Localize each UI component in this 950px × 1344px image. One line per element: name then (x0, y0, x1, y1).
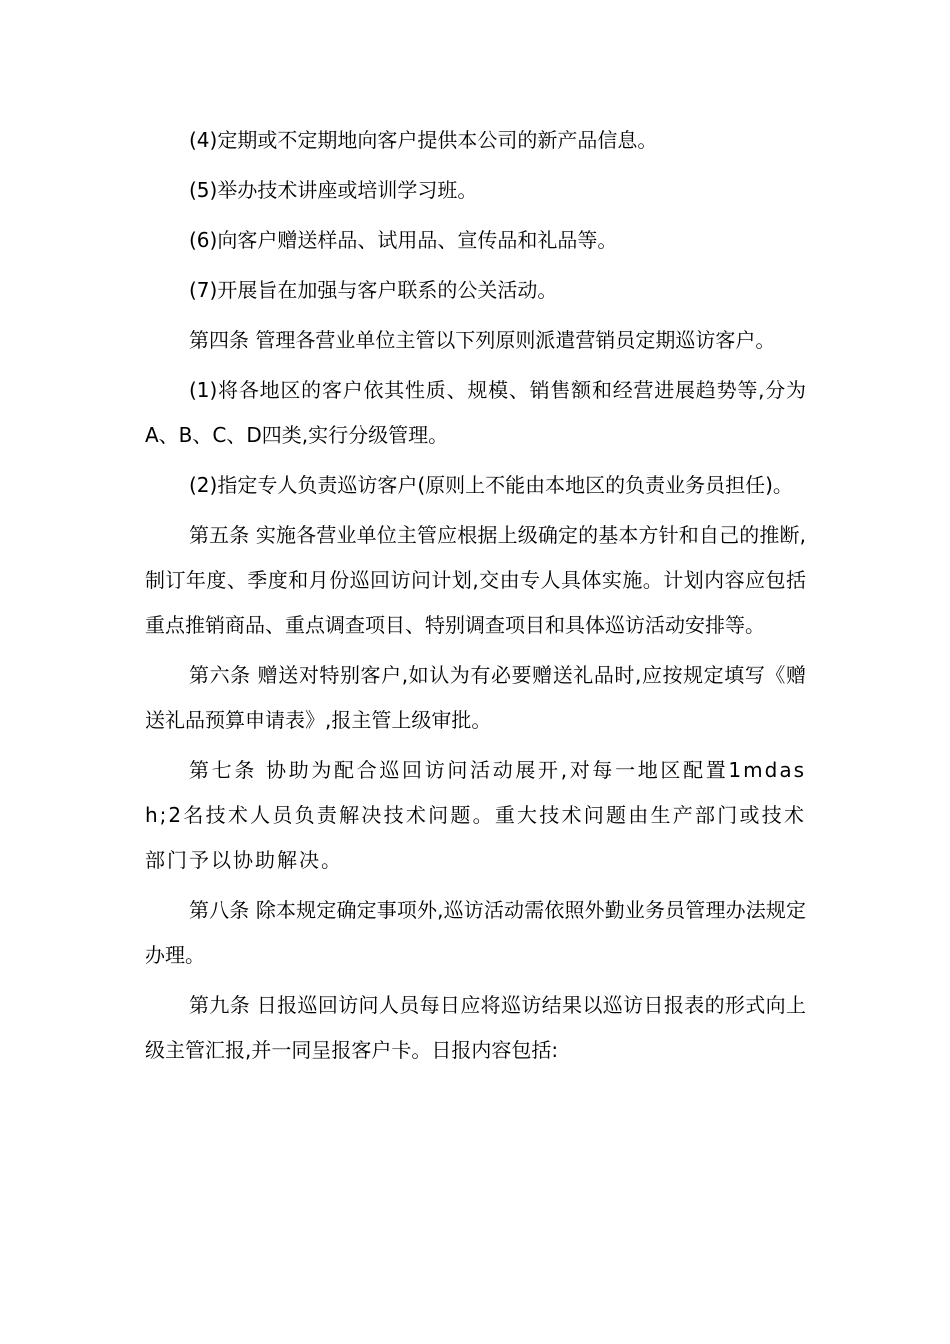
paragraph-article-9: 第九条 日报巡回访问人员每日应将巡访结果以巡访日报表的形式向上级主管汇报,并一同呈报客户卡。日报内容包括: (145, 993, 806, 1062)
document-page (145, 118, 806, 1073)
paragraph-item-4: (4)定期或不定期地向客户提供本公司的新产品信息。 (189, 128, 658, 152)
paragraph-item-7: (7)开展旨在加强与客户联系的公关活动。 (189, 278, 558, 302)
paragraph-article-4-item-2: (2)指定专人负责巡访客户(原则上不能由本地区的负责业务员担任)。 (189, 473, 793, 497)
paragraph-article-8: 第八条 除本规定确定事项外,巡访活动需依照外勤业务员管理办法规定办理。 (145, 898, 806, 967)
paragraph-item-5: (5)举办技术讲座或培训学习班。 (189, 178, 478, 202)
paragraph-article-4-item-1: (1)将各地区的客户依其性质、规模、销售额和经营进展趋势等,分为A、B、C、D四类,实行分级管理。 (145, 378, 806, 447)
paragraph-article-7: 第七条 协助为配合巡回访问活动展开,对每一地区配置1mdash;2名技术人员负责解决技术问题。重大技术问题由生产部门或技术部门予以协助解决。 (145, 758, 806, 872)
paragraph-article-6: 第六条 赠送对特别客户,如认为有必要赠送礼品时,应按规定填写《赠送礼品预算申请表》,报主管上级审批。 (145, 663, 806, 732)
paragraph-article-5: 第五条 实施各营业单位主管应根据上级确定的基本方针和自己的推断,制订年度、季度和月份巡回访问计划,交由专人具体实施。计划内容应包括重点推销商品、重点调查项目、特别调查项目和具体巡访活动安排等。 (145, 523, 806, 637)
paragraph-article-4: 第四条 管理各营业单位主管以下列原则派遣营销员定期巡访客户。 (189, 328, 776, 352)
paragraph-item-6: (6)向客户赠送样品、试用品、宣传品和礼品等。 (189, 228, 618, 252)
